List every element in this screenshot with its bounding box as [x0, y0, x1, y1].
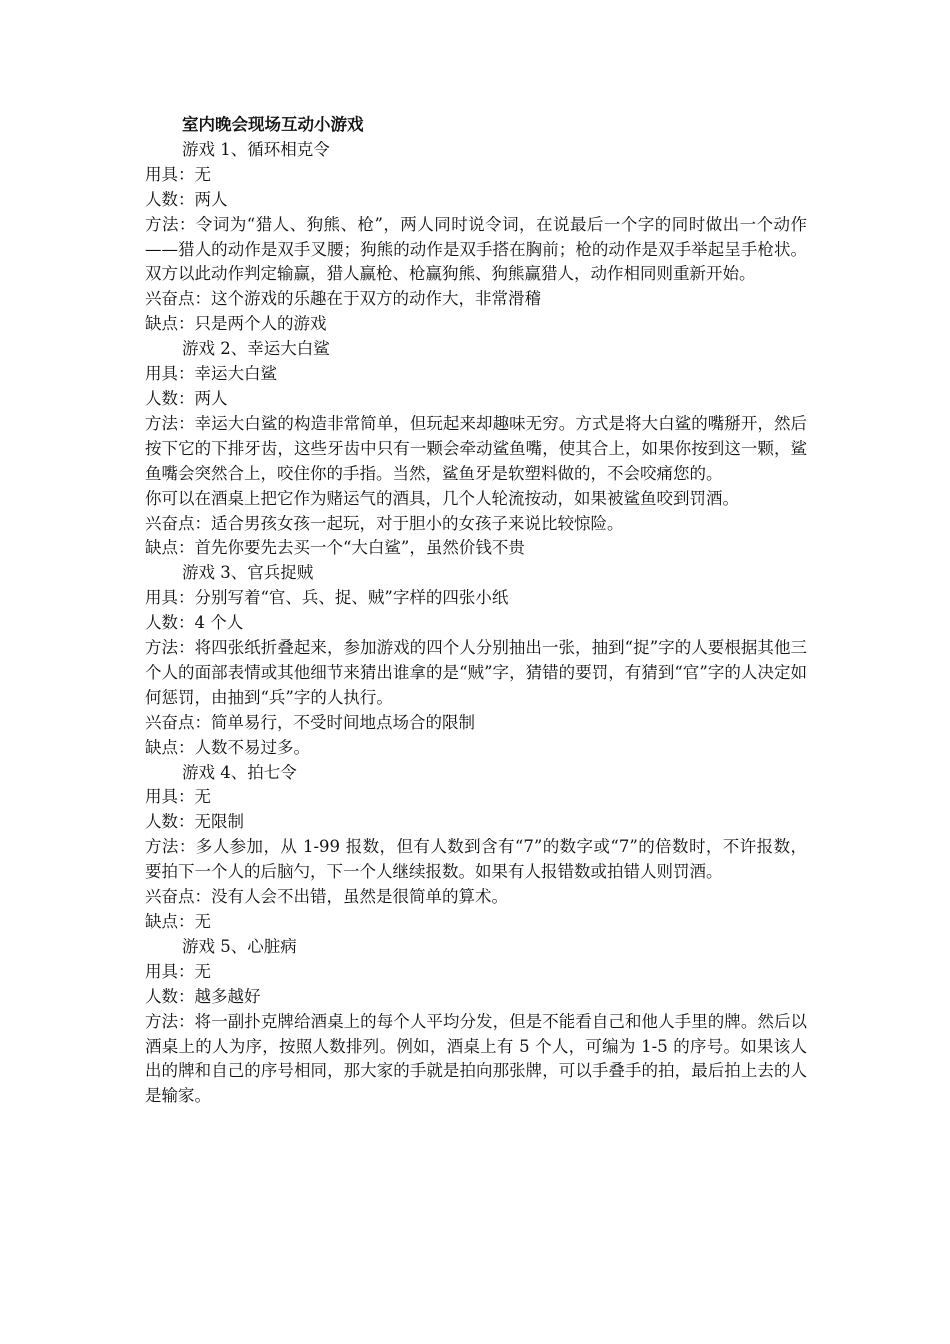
game-heading: 游戏 1、循环相克令	[182, 139, 330, 159]
text-line: 用具：无	[145, 164, 211, 184]
game-heading: 游戏 5、心脏病	[182, 936, 297, 956]
document-title: 室内晚会现场互动小游戏	[182, 115, 364, 134]
text-line: 用具：分别写着“官、兵、捉、贼”字样的四张小纸	[145, 588, 509, 608]
text-line: 缺点：只是两个人的游戏	[145, 314, 327, 334]
text-line: 人数：越多越好	[145, 986, 261, 1006]
game-heading: 游戏 2、幸运大白鲨	[182, 339, 330, 359]
text-line: 用具：无	[145, 787, 211, 807]
text-line: 兴奋点：这个游戏的乐趣在于双方的动作大，非常滑稽	[145, 289, 541, 309]
game-heading: 游戏 3、官兵捉贼	[182, 563, 314, 583]
text-line: 用具：幸运大白鲨	[145, 364, 277, 384]
document-page	[145, 113, 807, 1109]
text-line: 兴奋点：没有人会不出错，虽然是很简单的算术。	[145, 887, 508, 907]
text-paragraph: 方法：令词为“猎人、狗熊、枪”，两人同时说令词，在说最后一个字的同时做出一个动作——猎人的动作是双手叉腰；狗熊的动作是双手搭在胸前；枪的动作是双手举起呈手枪状。双方以此动作判定输赢，猎人赢枪、枪赢狗熊、狗熊赢猎人，动作相同则重新开始。	[145, 214, 807, 284]
game-heading: 游戏 4、拍七令	[182, 762, 297, 782]
text-paragraph: 方法：多人参加，从 1-99 报数，但有人数到含有“7”的数字或“7”的倍数时，不许报数，要拍下一个人的后脑勺，下一个人继续报数。如果有人报错数或拍错人则罚酒。	[145, 837, 807, 882]
text-paragraph: 方法：将四张纸折叠起来，参加游戏的四个人分别抽出一张，抽到“捉”字的人要根据其他三个人的面部表情或其他细节来猜出谁拿的是“贼”字，猜错的要罚，有猜到“官”字的人决定如何惩罚，由抽到“兵”字的人执行。	[145, 638, 807, 707]
text-line: 缺点：首先你要先去买一个“大白鲨”，虽然价钱不贵	[145, 538, 525, 558]
document-body	[145, 138, 807, 1109]
text-line: 人数：两人	[145, 388, 228, 408]
text-line: 人数：无限制	[145, 812, 244, 832]
text-paragraph: 方法：将一副扑克牌给酒桌上的每个人平均分发，但是不能看自己和他人手里的牌。然后以酒桌上的人为序，按照人数排列。例如，酒桌上有 5 个人，可编为 1-5 的序号。如果该人出的牌和自己的序号相同，那大家的手就是拍向那张牌，可以手叠手的拍，最后拍上去的人是输家。	[145, 1011, 807, 1106]
text-line: 人数：两人	[145, 189, 228, 209]
text-line: 人数：4 个人	[145, 613, 244, 633]
text-line: 缺点：无	[145, 912, 211, 931]
text-paragraph: 方法：幸运大白鲨的构造非常简单，但玩起来却趣味无穷。方式是将大白鲨的嘴掰开，然后按下它的下排牙齿，这些牙齿中只有一颗会牵动鲨鱼嘴，使其合上，如果你按到这一颗，鲨鱼嘴会突然合上，咬住你的手指。当然，鲨鱼牙是软塑料做的，不会咬痛您的。	[145, 413, 807, 483]
text-line: 你可以在酒桌上把它作为赌运气的酒具，几个人轮流按动，如果被鲨鱼咬到罚酒。	[145, 488, 739, 508]
text-line: 缺点：人数不易过多。	[145, 737, 310, 757]
text-line: 兴奋点：简单易行，不受时间地点场合的限制	[145, 712, 475, 732]
text-line: 用具：无	[145, 961, 211, 981]
text-line: 兴奋点：适合男孩女孩一起玩，对于胆小的女孩子来说比较惊险。	[145, 513, 624, 533]
